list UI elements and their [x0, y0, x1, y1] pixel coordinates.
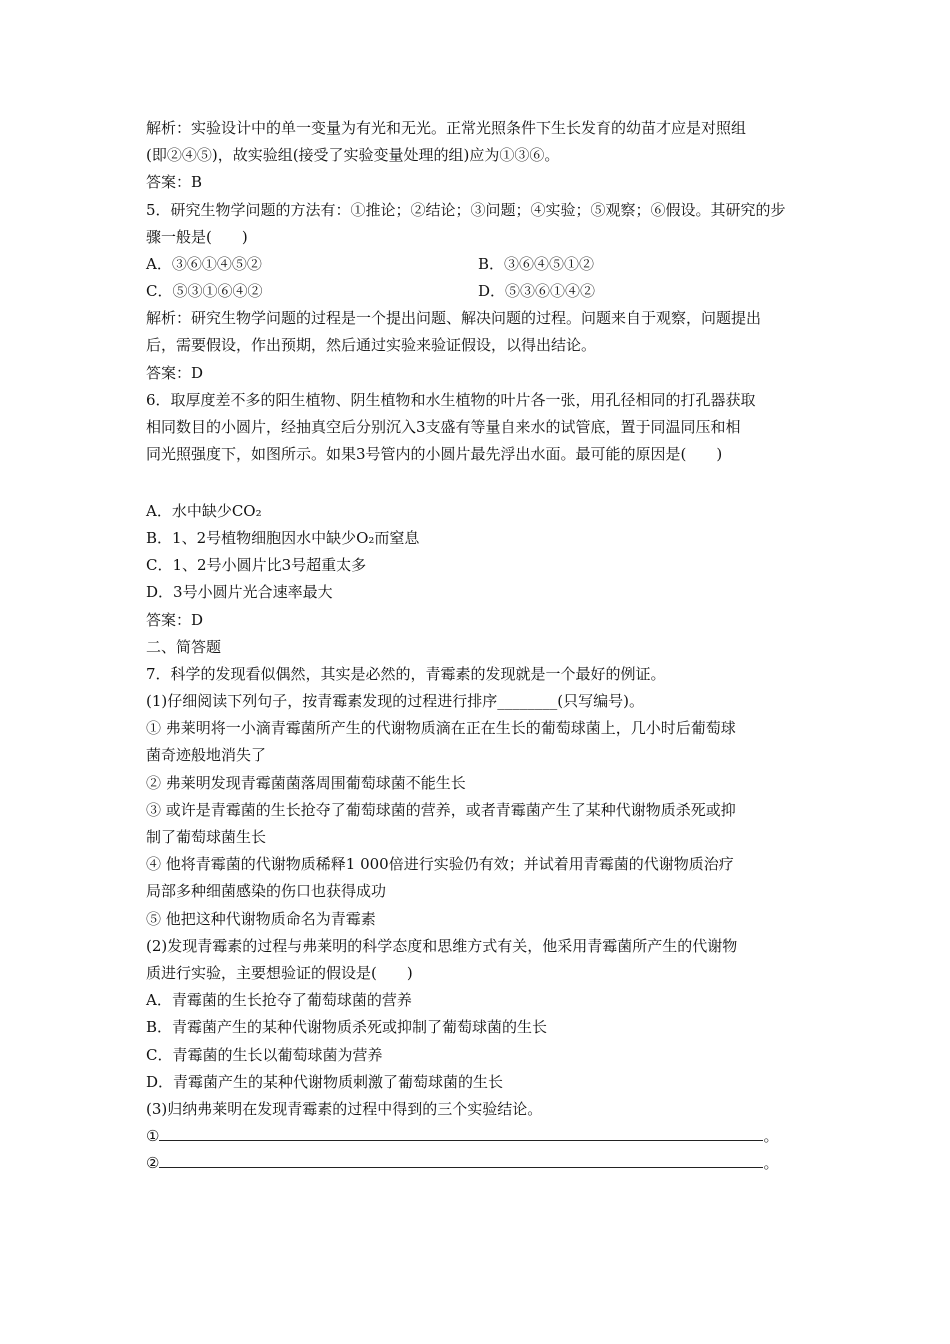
question-6-line1: 6．取厚度差不多的阳生植物、阴生植物和水生植物的叶片各一张，用孔径相同的打孔器获取	[146, 391, 756, 409]
answer-2-blank[interactable]	[159, 1154, 763, 1168]
question-6-line3: 同光照强度下，如图所示。如果3号管内的小圆片最先浮出水面。最可能的原因是( )	[146, 445, 723, 463]
q5-option-a: A．③⑥①④⑤②	[146, 255, 262, 273]
q7-sentence-1-line1: ① 弗莱明将一小滴青霉菌所产生的代谢物质滴在正在生长的葡萄球菌上，几小时后葡萄球	[146, 719, 736, 737]
q7-part1-prompt: (1)仔细阅读下列句子，按青霉素发现的过程进行排序________(只写编号)。	[146, 692, 644, 710]
q7-part3-prompt: (3)归纳弗莱明在发现青霉素的过程中得到的三个实验结论。	[146, 1100, 543, 1118]
answer-q4: 答案：B	[146, 173, 203, 191]
answer-2-marker: ②	[146, 1154, 160, 1172]
q6-option-d: D．3号小圆片光合速率最大	[146, 583, 333, 601]
q7-part2-option-a: A．青霉菌的生长抢夺了葡萄球菌的营养	[146, 991, 412, 1009]
analysis-q4-line2: (即②④⑤)，故实验组(接受了实验变量处理的组)应为①③⑥。	[146, 146, 560, 164]
q7-sentence-4-line2: 局部多种细菌感染的伤口也获得成功	[146, 882, 387, 900]
answer-q6: 答案：D	[146, 611, 204, 629]
q6-option-c: C．1、2号小圆片比3号超重太多	[146, 556, 367, 574]
q7-part2-option-c: C．青霉菌的生长以葡萄球菌为营养	[146, 1046, 383, 1064]
q7-sentence-5: ⑤ 他把这种代谢物质命名为青霉素	[146, 910, 376, 928]
q7-part3-answer-2	[146, 1153, 778, 1173]
q6-option-b: B．1、2号植物细胞因水中缺少O₂而窒息	[146, 529, 420, 547]
answer-2-end: 。	[763, 1154, 779, 1172]
analysis-q4-line1: 解析：实验设计中的单一变量为有光和无光。正常光照条件下生长发育的幼苗才应是对照组	[146, 119, 747, 137]
q7-sentence-4-line1: ④ 他将青霉菌的代谢物质稀释1 000倍进行实验仍有效；并试着用青霉菌的代谢物质治疗	[146, 855, 734, 873]
q7-part2-line1: (2)发现青霉素的过程与弗莱明的科学态度和思维方式有关，他采用青霉菌所产生的代谢物	[146, 937, 738, 955]
answer-1-marker: ①	[146, 1127, 160, 1145]
analysis-q5-line1: 解析：研究生物学问题的过程是一个提出问题、解决问题的过程。问题来自于观察，问题提出	[146, 309, 762, 327]
answer-1-end: 。	[763, 1127, 779, 1145]
question-5-line2: 骤一般是( )	[146, 228, 248, 246]
section-heading-short-answer: 二、简答题	[146, 638, 222, 656]
question-7-intro: 7．科学的发现看似偶然，其实是必然的，青霉素的发现就是一个最好的例证。	[146, 665, 666, 683]
q7-sentence-3-line2: 制了葡萄球菌生长	[146, 828, 267, 846]
q6-option-a: A．水中缺少CO₂	[146, 502, 262, 520]
q7-sentence-3-line1: ③ 或许是青霉菌的生长抢夺了葡萄球菌的营养，或者青霉菌产生了某种代谢物质杀死或抑	[146, 801, 736, 819]
q7-part2-line2: 质进行实验，主要想验证的假设是( )	[146, 964, 413, 982]
q5-option-b: B．③⑥④⑤①②	[478, 255, 595, 273]
question-6-line2: 相同数目的小圆片，经抽真空后分别沉入3支盛有等量自来水的试管底，置于同温同压和相	[146, 418, 741, 436]
answer-1-blank[interactable]	[159, 1127, 763, 1141]
q5-option-d: D．⑤③⑥①④②	[478, 282, 596, 300]
q7-part3-answer-1	[146, 1126, 778, 1146]
q7-sentence-2: ② 弗莱明发现青霉菌菌落周围葡萄球菌不能生长	[146, 774, 466, 792]
question-5-line1: 5．研究生物学问题的方法有：①推论；②结论；③问题；④实验；⑤观察；⑥假设。其研究的步	[146, 201, 786, 219]
q5-option-c: C．⑤③①⑥④②	[146, 282, 263, 300]
q7-part2-option-d: D．青霉菌产生的某种代谢物质刺激了葡萄球菌的生长	[146, 1073, 504, 1091]
q7-part2-option-b: B．青霉菌产生的某种代谢物质杀死或抑制了葡萄球菌的生长	[146, 1018, 548, 1036]
answer-q5: 答案：D	[146, 364, 204, 382]
analysis-q5-line2: 后，需要假设，作出预期，然后通过实验来验证假设，以得出结论。	[146, 336, 597, 354]
q7-sentence-1-line2: 菌奇迹般地消失了	[146, 746, 267, 764]
